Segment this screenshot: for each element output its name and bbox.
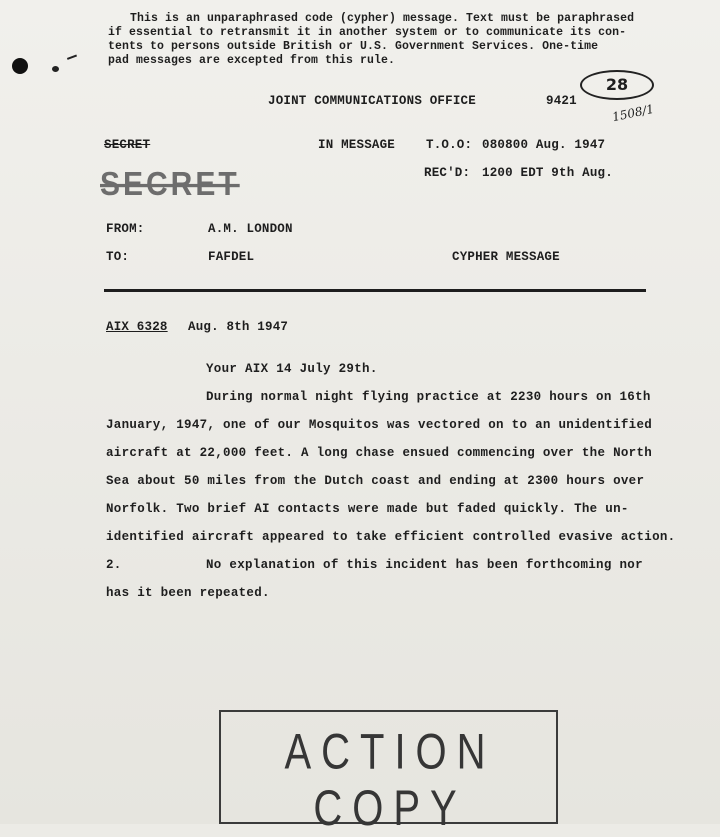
para1-line-3: aircraft at 22,000 feet. A long chase ensued commencing over the North bbox=[106, 446, 653, 460]
para1-line-1: During normal night flying practice at 2230 hours on 16th bbox=[206, 390, 651, 404]
to-value: FAFDEL bbox=[208, 250, 255, 264]
para1-line-2: January, 1947, one of our Mosquitos was vectored on to an unidentified bbox=[106, 418, 653, 432]
office-title: JOINT COMMUNICATIONS OFFICE bbox=[268, 94, 476, 108]
action-copy-stamp-text: ACTION COPY bbox=[284, 724, 496, 836]
from-label: FROM: bbox=[106, 222, 145, 236]
recd-value: 1200 EDT 9th Aug. bbox=[482, 166, 613, 180]
notice-line-1: This is an unparaphrased code (cypher) message. Text must be paraphrased bbox=[130, 12, 635, 25]
para1-line-5: Norfolk. Two brief AI contacts were made but faded quickly. The un- bbox=[106, 502, 629, 516]
punch-mark-icon bbox=[52, 66, 59, 72]
reference-line: Your AIX 14 July 29th. bbox=[206, 362, 378, 376]
horizontal-rule bbox=[104, 289, 646, 292]
message-type: IN MESSAGE bbox=[318, 138, 396, 152]
para2-line-2: has it been repeated. bbox=[106, 586, 270, 600]
notice-line-2: if essential to retransmit it in another system or to communicate its con- bbox=[108, 26, 627, 39]
recd-label: REC'D: bbox=[424, 166, 471, 180]
handwritten-ref: 1508/1 bbox=[611, 101, 656, 125]
para1-line-6: identified aircraft appeared to take efficient controlled evasive action. bbox=[106, 530, 676, 544]
too-value: 080800 Aug. 1947 bbox=[482, 138, 606, 152]
para2-number: 2. bbox=[106, 558, 122, 572]
punch-mark-icon bbox=[12, 58, 28, 74]
para1-line-4: Sea about 50 miles from the Dutch coast and ending at 2300 hours over bbox=[106, 474, 645, 488]
para2-line-1: No explanation of this incident has been forthcoming nor bbox=[206, 558, 643, 572]
message-date: Aug. 8th 1947 bbox=[188, 320, 289, 334]
punch-mark-icon bbox=[67, 55, 79, 66]
from-value: A.M. LONDON bbox=[208, 222, 293, 236]
to-label: TO: bbox=[106, 250, 130, 264]
notice-line-4: pad messages are excepted from this rule. bbox=[108, 54, 396, 67]
message-ref: AIX 6328 bbox=[106, 320, 168, 334]
message-kind: CYPHER MESSAGE bbox=[452, 250, 560, 264]
classification-small: SECRET bbox=[104, 138, 151, 152]
notice-line-3: tents to persons outside British or U.S. Government Services. One-time bbox=[108, 40, 599, 53]
circled-number: 28 bbox=[580, 70, 654, 100]
office-number: 9421 bbox=[546, 94, 577, 108]
too-label: T.O.O: bbox=[426, 138, 473, 152]
classification-large: SECRET bbox=[100, 166, 240, 203]
